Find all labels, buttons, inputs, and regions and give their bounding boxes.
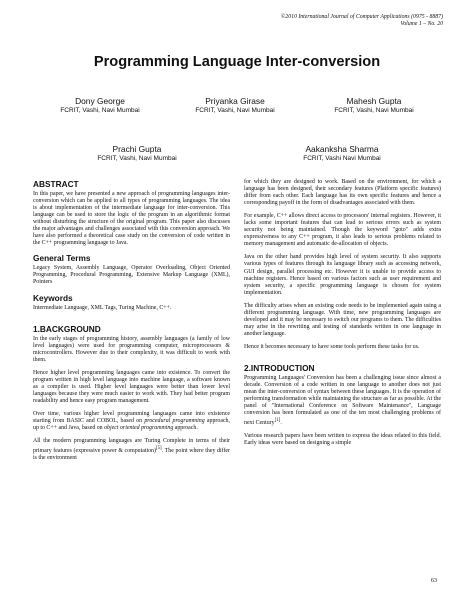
text-span: approach, up to C++ and Java, based on: [33, 418, 230, 432]
background-heading: 1.BACKGROUND: [33, 323, 101, 334]
general-terms-text: Legacy System, Assembly Language, Operator Overloading, Object Oriented Programming, Procedural Programming, Extensive Markup Language (XML), Pointers: [33, 265, 230, 286]
author-affiliation: FCRIT, Vashi, Navi Mumbai: [195, 107, 275, 114]
paragraph: Java on the other hand provides high level of system security. It also supports various types of features through its language library such as accessing network, GUI design, parallel processing etc. However it is unable to provide access to machine registers. Hence based on various factors such as user requirement and system security, a specific programming language is chosen for system implementation.: [244, 254, 441, 296]
paragraph: Hence it becomes necessary to have some tools perform these tasks for us.: [244, 343, 420, 350]
paragraph: [33, 411, 230, 432]
author-name: Prachi Gupta: [112, 144, 162, 154]
paragraph: for which they are designed to work. Based on the environment, for which a language has been designed, their secondary features (Platform specific features) differ from each other. Each language has its own specific features and hence a corresponding payoff in the form of disadvantages associated with them.: [244, 179, 441, 207]
introduction-heading: 2.INTRODUCTION: [244, 362, 315, 373]
journal-volume: Volume 1 – No. 20: [400, 21, 443, 28]
author-affiliation: FCRIT, Vashi, Navi Mumbai: [334, 107, 414, 114]
keywords-heading: Keywords: [33, 292, 73, 303]
text-span: approach.: [173, 425, 198, 432]
emphasis-text: object oriented programming: [104, 425, 174, 432]
author-name: Aakanksha Sharma: [305, 144, 379, 154]
text-span: Over time, various higher level programming languages came into existence starting from BASIC and COBOL, based on: [33, 410, 230, 425]
author-block: [62, 144, 212, 163]
paragraph: Various research papers have been written to express the ideas related to this field. Early ideas were based on designing a simple: [244, 433, 441, 447]
citation-ref: [1]: [274, 418, 281, 424]
author-affiliation: FCRIT, Vashi Navi Mumbai: [303, 155, 381, 162]
paragraph: [244, 375, 441, 427]
author-name: Mahesh Gupta: [346, 96, 402, 106]
emphasis-text: procedural programming: [144, 418, 205, 425]
author-name: Dony George: [75, 96, 125, 106]
paragraph: The difficulty arises when an existing code needs to be implemented again using a different programming language. With time, new programming languages are developed and it may be necessary to switch our programs to them. The difficulties may arise in the rewriting and testing of standards written in one language in another language.: [244, 302, 441, 337]
text-span: .: [280, 420, 282, 427]
paragraph: [33, 438, 230, 462]
journal-citation: ©2010 International Journal of Computer Applications (0975 - 8887): [280, 14, 443, 20]
abstract-text: In this paper, we have presented a new approach of programming languages inter-conversion which can be applied to all types of programming languages. The idea is about implementation of the intermediate language for inter-conversion. This language can be used to store the logic of the program in an algorithmic format without disturbing the structure of the original program. This paper also discusses the major advantages and challenges associated with this conversion approach. We have also performed a theoretical case study on the conversion of code written in the C++ programming language to Java.: [33, 191, 230, 247]
journal-header: [143, 14, 443, 28]
text-span: Programming Languages' Conversion has been a challenging issue since almost a decade. Conversion of a code written in one language to another does not just mean the inter-conversion of syntax between these languages. It is the operation of performing transformation while maintaining the structure as far as possible. At the panel of "International Conference on Software Maintenance", Language conversion has been formulated as one of the ten most challenging problems of next Century: [244, 374, 441, 427]
keywords-text: Intermediate Language, XML Tags, Turing Machine, C++.: [33, 304, 172, 311]
paper-title: Programming Language Inter-conversion: [93, 54, 381, 70]
page-number: 63: [430, 577, 437, 584]
author-affiliation: FCRIT, Vashi, Navi Mumbai: [60, 107, 140, 114]
author-affiliation: FCRIT, Vashi, Navi Mumbai: [97, 155, 177, 162]
citation-ref: [5]: [155, 446, 162, 452]
general-terms-heading: General Terms: [33, 253, 91, 264]
author-name: Priyanka Girase: [205, 96, 265, 106]
left-column: [33, 179, 230, 468]
abstract-heading: ABSTRACT: [33, 179, 79, 189]
paragraph: Hence higher level programming languages came into existence. To convert the program written in high level language into machine language, a software known as a compiler is used. Higher level languages were better than lower level languages because they were much easier to work with. They had better program readability and hence easy program management.: [33, 369, 230, 404]
right-column: [244, 179, 441, 453]
text-span: All the modern programming languages are Turing Complete in terms of their primary features (expressive power & computation): [33, 438, 230, 455]
author-block: [160, 96, 310, 115]
author-block: [25, 96, 175, 115]
paragraph: For example, C++ allows direct access to processors' internal registers. However, it lacks some important features that can lead to serious errors such as system security not being maintained. Though the keyword "goto" adds extra expressiveness to any C++ program, it also leads to serious problems related to memory management and automatic de-allocation of objects.: [244, 213, 441, 248]
text-span: . The point where they differ is the environment: [33, 448, 230, 462]
author-block: [299, 96, 449, 115]
author-block: [267, 144, 417, 163]
paragraph: In the early stages of programming history, assembly languages (a family of low level languages) were used for programming computer, microprocessors & microcontrollers. However due to their complexity, it was difficult to work with them.: [33, 335, 230, 363]
